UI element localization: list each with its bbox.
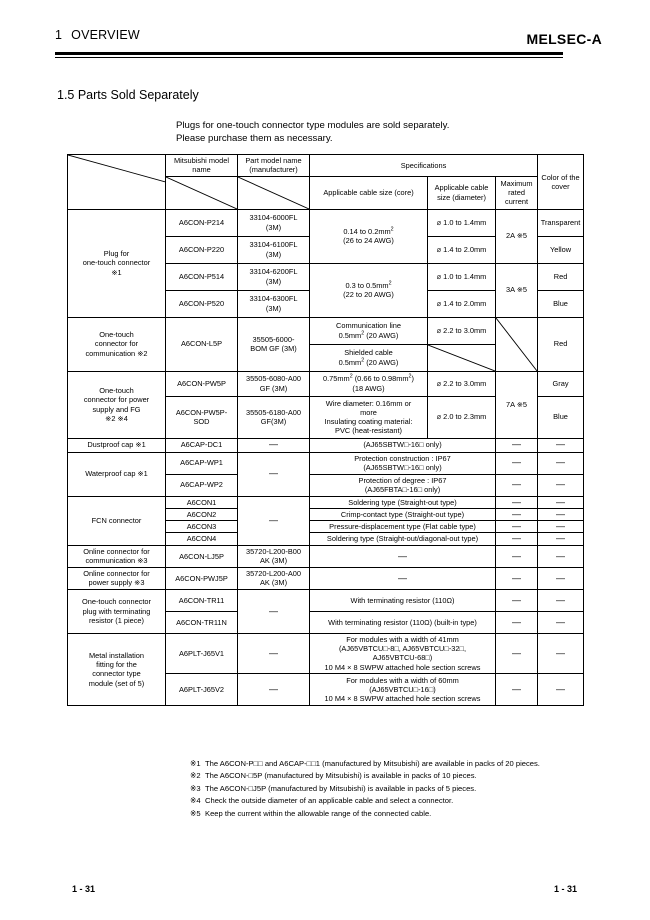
table-header-row-1 bbox=[68, 155, 584, 177]
footnote-item bbox=[190, 795, 540, 807]
cell-current-con3: — bbox=[496, 521, 538, 533]
cell-part-dc1: — bbox=[238, 438, 310, 452]
footnote-mark: ※2 bbox=[190, 771, 201, 781]
cell-part-j65v1: — bbox=[238, 633, 310, 673]
cell-core-pw5p-sod: Wire diameter: 0.16mm or more Insulating coating material: PVC (heat-resistant) bbox=[310, 396, 428, 438]
cell-color-l5p: Red bbox=[538, 317, 584, 371]
cell-spec-con3: Pressure-displacement type (Flat cable type) bbox=[310, 521, 496, 533]
group-label-connector-power: One-touch connector for power supply and FG ※2 ※4 bbox=[68, 371, 166, 438]
cell-current-wp1: — bbox=[496, 452, 538, 474]
table-row bbox=[68, 209, 584, 236]
cell-part-p220: 33104-6100FL (3M) bbox=[238, 236, 310, 263]
group-label-plug-one-touch: Plug for one-touch connector ※1 bbox=[68, 209, 166, 317]
cell-model-l5p: A6CON-L5P bbox=[166, 317, 238, 371]
cell-diameter-p220: ⌀ 1.4 to 2.0mm bbox=[428, 236, 496, 263]
cell-spec-pwj5p: — bbox=[310, 567, 496, 589]
footnote-mark: ※1 bbox=[190, 759, 201, 768]
cell-current-tr11n: — bbox=[496, 611, 538, 633]
header-rule-thin bbox=[55, 57, 563, 58]
footnote-item bbox=[190, 808, 540, 820]
spec-j65v2-line-1: For modules with a width of 60mm bbox=[346, 675, 459, 685]
header-rule-thick bbox=[55, 52, 563, 55]
cell-spec-con2: Crimp-contact type (Straight-out type) bbox=[310, 508, 496, 520]
cell-color-con2: — bbox=[538, 508, 584, 520]
spec-j65v2-line-2: (AJ65VBTCU□-16□) bbox=[369, 684, 436, 694]
footnotes-list bbox=[190, 758, 540, 820]
cell-current-p214: 2A ※5 bbox=[496, 209, 538, 263]
cell-current-dc1: — bbox=[496, 438, 538, 452]
cell-color-con3: — bbox=[538, 521, 584, 533]
cell-model-wp1: A6CAP-WP1 bbox=[166, 452, 238, 474]
cell-current-con4: — bbox=[496, 533, 538, 545]
cell-color-tr11n: — bbox=[538, 611, 584, 633]
page-number-right: 1 - 31 bbox=[553, 884, 577, 894]
cell-current-pw5p: 7A ※5 bbox=[496, 371, 538, 438]
intro-line-1: Plugs for one-touch connector type modules are sold separately. bbox=[176, 120, 450, 131]
spec-j65v2-line-3: 10 M4 × 8 SWPW attached hole section screws bbox=[324, 694, 481, 704]
cell-model-dc1: A6CAP-DC1 bbox=[166, 438, 238, 452]
parts-sold-separately-table bbox=[67, 154, 584, 706]
cell-model-j65v1: A6PLT-J65V1 bbox=[166, 633, 238, 673]
cell-model-pw5p-sod: A6CON-PW5P- SOD bbox=[166, 396, 238, 438]
cell-part-pw5p: 35505-6080-A00 GF (3M) bbox=[238, 371, 310, 396]
cell-current-tr11: — bbox=[496, 589, 538, 611]
header-part-model-name: Part model name (manufacturer) bbox=[238, 155, 310, 177]
cell-part-tr11: — bbox=[238, 589, 310, 633]
footnote-text: The A6CON-P□□ and A6CAP-□□1 (manufactured by Mitsubishi) are available in packs of 20 pieces. bbox=[205, 759, 540, 768]
section-intro bbox=[176, 119, 449, 145]
cell-model-p214: A6CON-P214 bbox=[166, 209, 238, 236]
table-row bbox=[68, 589, 584, 611]
cell-spec-lj5p: — bbox=[310, 545, 496, 567]
cell-color-j65v1: — bbox=[538, 633, 584, 673]
cell-spec-j65v2 bbox=[310, 673, 496, 705]
cell-part-fcn: — bbox=[238, 496, 310, 545]
cell-part-wp1: — bbox=[238, 452, 310, 496]
cell-diameter-l5p: ⌀ 2.2 to 3.0mm bbox=[428, 317, 496, 344]
cell-color-tr11: — bbox=[538, 589, 584, 611]
group-label-online-power: Online connector for power supply ※3 bbox=[68, 567, 166, 589]
header-maximum-rated-current: Maximum rated current bbox=[496, 176, 538, 209]
cell-current-con1: — bbox=[496, 496, 538, 508]
group-label-online-comm: Online connector for communication ※3 bbox=[68, 545, 166, 567]
cell-spec-j65v1 bbox=[310, 633, 496, 673]
cell-model-con1: A6CON1 bbox=[166, 496, 238, 508]
table-row bbox=[68, 452, 584, 474]
cell-spec-wp2: Protection of degree : IP67 (AJ65FBTA□-16□ only) bbox=[310, 474, 496, 496]
header-mitsubishi-model-name: Mitsubishi model name bbox=[166, 155, 238, 177]
cell-diameter-p514: ⌀ 1.0 to 1.4mm bbox=[428, 263, 496, 290]
cell-core-l5p-line1: Communication line $0.5mm^2$ (20 AWG) bbox=[310, 317, 428, 344]
spec-j65v1-line-3: AJ65VBTCU-68□) bbox=[372, 653, 433, 663]
cell-core-pw5p: $0.75mm^2$ (0.66 to $0.98mm^2$) (18 AWG) bbox=[310, 371, 428, 396]
cell-model-p520: A6CON-P520 bbox=[166, 290, 238, 317]
header-blank-model bbox=[166, 176, 238, 209]
cell-current-j65v1: — bbox=[496, 633, 538, 673]
cell-part-p520: 33104-6300FL (3M) bbox=[238, 290, 310, 317]
cell-color-wp1: — bbox=[538, 452, 584, 474]
cell-core-p514: 0.3 to $0.5mm^2$ (22 to 20 AWG) bbox=[310, 263, 428, 317]
cell-color-j65v2: — bbox=[538, 673, 584, 705]
page-number-left: 1 - 31 bbox=[72, 884, 96, 894]
footnote-mark: ※4 bbox=[190, 796, 201, 806]
cell-diameter-l5p-blank bbox=[428, 344, 496, 371]
cell-color-dc1: — bbox=[538, 438, 584, 452]
spec-j65v1-line-4: 10 M4 × 8 SWPW attached hole section screws bbox=[324, 662, 481, 672]
table-row bbox=[68, 438, 584, 452]
chapter-number: 1 bbox=[55, 28, 63, 42]
cell-model-pw5p: A6CON-PW5P bbox=[166, 371, 238, 396]
group-label-dustproof-cap: Dustproof cap ※1 bbox=[68, 438, 166, 452]
footnote-text: The A6CON-□J5P (manufactured by Mitsubishi) is available in packs of 5 pieces. bbox=[205, 783, 477, 793]
footnote-text: Keep the current within the allowable range of the connected cable. bbox=[205, 808, 432, 818]
table-row bbox=[68, 567, 584, 589]
table-row bbox=[68, 317, 584, 344]
spec-j65v1-line-2: (AJ65VBTCU□-8□, AJ65VBTCU□-32□, bbox=[338, 644, 467, 654]
cell-core-p214: 0.14 to $0.2mm^2$ (26 to 24 AWG) bbox=[310, 209, 428, 263]
footnote-item bbox=[190, 770, 540, 782]
cell-model-wp2: A6CAP-WP2 bbox=[166, 474, 238, 496]
cell-model-p514: A6CON-P514 bbox=[166, 263, 238, 290]
cell-core-l5p-line2: Shielded cable $0.5mm^2$ (20 AWG) bbox=[310, 344, 428, 371]
cell-model-con3: A6CON3 bbox=[166, 521, 238, 533]
footnote-mark: ※5 bbox=[190, 808, 201, 818]
header-specifications: Specifications bbox=[310, 155, 538, 177]
cell-model-p220: A6CON-P220 bbox=[166, 236, 238, 263]
cell-spec-wp1: Protection construction : IP67 (AJ65SBTW□-16□ only) bbox=[310, 452, 496, 474]
cell-color-wp2: — bbox=[538, 474, 584, 496]
cell-spec-tr11: With terminating resistor (110Ω) bbox=[310, 589, 496, 611]
cell-model-lj5p: A6CON-LJ5P bbox=[166, 545, 238, 567]
header-blank-part bbox=[238, 176, 310, 209]
cell-color-con1: — bbox=[538, 496, 584, 508]
spec-j65v1-line-1: For modules with a width of 41mm bbox=[346, 634, 459, 644]
table-row bbox=[68, 496, 584, 508]
group-label-metal-fitting: Metal installation fitting for the connector type module (set of 5) bbox=[68, 633, 166, 705]
chapter-title: OVERVIEW bbox=[71, 28, 140, 42]
cell-color-con4: — bbox=[538, 533, 584, 545]
product-family-label: MELSEC-A bbox=[526, 31, 602, 47]
group-label-plug-terminating: One-touch connector plug with terminating resistor (1 piece) bbox=[68, 589, 166, 633]
cell-spec-con1: Soldering type (Straight-out type) bbox=[310, 496, 496, 508]
cell-spec-con4: Soldering type (Straight-out/diagonal-out type) bbox=[310, 533, 496, 545]
section-title: 1.5 Parts Sold Separately bbox=[57, 88, 199, 102]
cell-model-con2: A6CON2 bbox=[166, 508, 238, 520]
cell-color-lj5p: — bbox=[538, 545, 584, 567]
cell-model-pwj5p: A6CON-PWJ5P bbox=[166, 567, 238, 589]
cell-diameter-pw5p-sod: ⌀ 2.0 to 2.3mm bbox=[428, 396, 496, 438]
header-cable-size-core: Applicable cable size (core) bbox=[310, 176, 428, 209]
group-label-waterproof-cap: Waterproof cap ※1 bbox=[68, 452, 166, 496]
table-row bbox=[68, 633, 584, 673]
cell-current-p514: 3A ※5 bbox=[496, 263, 538, 317]
header-cable-size-diameter: Applicable cable size (diameter) bbox=[428, 176, 496, 209]
cell-current-con2: — bbox=[496, 508, 538, 520]
header-corner-blank bbox=[68, 155, 166, 210]
cell-spec-dc1: (AJ65SBTW□-16□ only) bbox=[310, 438, 496, 452]
cell-part-lj5p: 35720-L200-B00 AK (3M) bbox=[238, 545, 310, 567]
cell-current-j65v2: — bbox=[496, 673, 538, 705]
cell-color-pw5p-sod: Blue bbox=[538, 396, 584, 438]
parts-table-container bbox=[67, 154, 584, 706]
footnote-text: The A6CON-□5P (manufactured by Mitsubishi) is available in packs of 10 pieces. bbox=[205, 771, 477, 781]
header-color-of-cover: Color of the cover bbox=[538, 155, 584, 210]
cell-current-l5p-blank bbox=[496, 317, 538, 371]
chapter-heading bbox=[55, 28, 140, 42]
group-label-connector-communication: One-touch connector for communication ※2 bbox=[68, 317, 166, 371]
cell-model-tr11n: A6CON-TR11N bbox=[166, 611, 238, 633]
cell-part-pwj5p: 35720-L200-A00 AK (3M) bbox=[238, 567, 310, 589]
cell-color-p214: Transparent bbox=[538, 209, 584, 236]
cell-model-j65v2: A6PLT-J65V2 bbox=[166, 673, 238, 705]
cell-part-p214: 33104-6000FL (3M) bbox=[238, 209, 310, 236]
footnote-mark: ※3 bbox=[190, 783, 201, 793]
cell-color-p220: Yellow bbox=[538, 236, 584, 263]
cell-color-p514: Red bbox=[538, 263, 584, 290]
footnote-text: Check the outside diameter of an applicable cable and select a connector. bbox=[205, 796, 454, 806]
cell-diameter-p520: ⌀ 1.4 to 2.0mm bbox=[428, 290, 496, 317]
cell-current-wp2: — bbox=[496, 474, 538, 496]
cell-spec-tr11n: With terminating resistor (110Ω) (built-in type) bbox=[310, 611, 496, 633]
intro-line-2: Please purchase them as necessary. bbox=[176, 133, 333, 144]
cell-part-p514: 33104-6200FL (3M) bbox=[238, 263, 310, 290]
cell-model-tr11: A6CON-TR11 bbox=[166, 589, 238, 611]
table-row bbox=[68, 371, 584, 396]
cell-diameter-pw5p: ⌀ 2.2 to 3.0mm bbox=[428, 371, 496, 396]
footnote-item bbox=[190, 783, 540, 795]
cell-model-con4: A6CON4 bbox=[166, 533, 238, 545]
cell-current-pwj5p: — bbox=[496, 567, 538, 589]
cell-part-l5p: 35505-6000- BOM GF (3M) bbox=[238, 317, 310, 371]
cell-color-pw5p: Gray bbox=[538, 371, 584, 396]
table-row bbox=[68, 545, 584, 567]
footnote-item bbox=[190, 758, 540, 770]
cell-current-lj5p: — bbox=[496, 545, 538, 567]
cell-color-p520: Blue bbox=[538, 290, 584, 317]
cell-part-pw5p-sod: 35505-6180-A00 GF(3M) bbox=[238, 396, 310, 438]
cell-color-pwj5p: — bbox=[538, 567, 584, 589]
group-label-fcn-connector: FCN connector bbox=[68, 496, 166, 545]
cell-diameter-p214: ⌀ 1.0 to 1.4mm bbox=[428, 209, 496, 236]
cell-part-j65v2: — bbox=[238, 673, 310, 705]
